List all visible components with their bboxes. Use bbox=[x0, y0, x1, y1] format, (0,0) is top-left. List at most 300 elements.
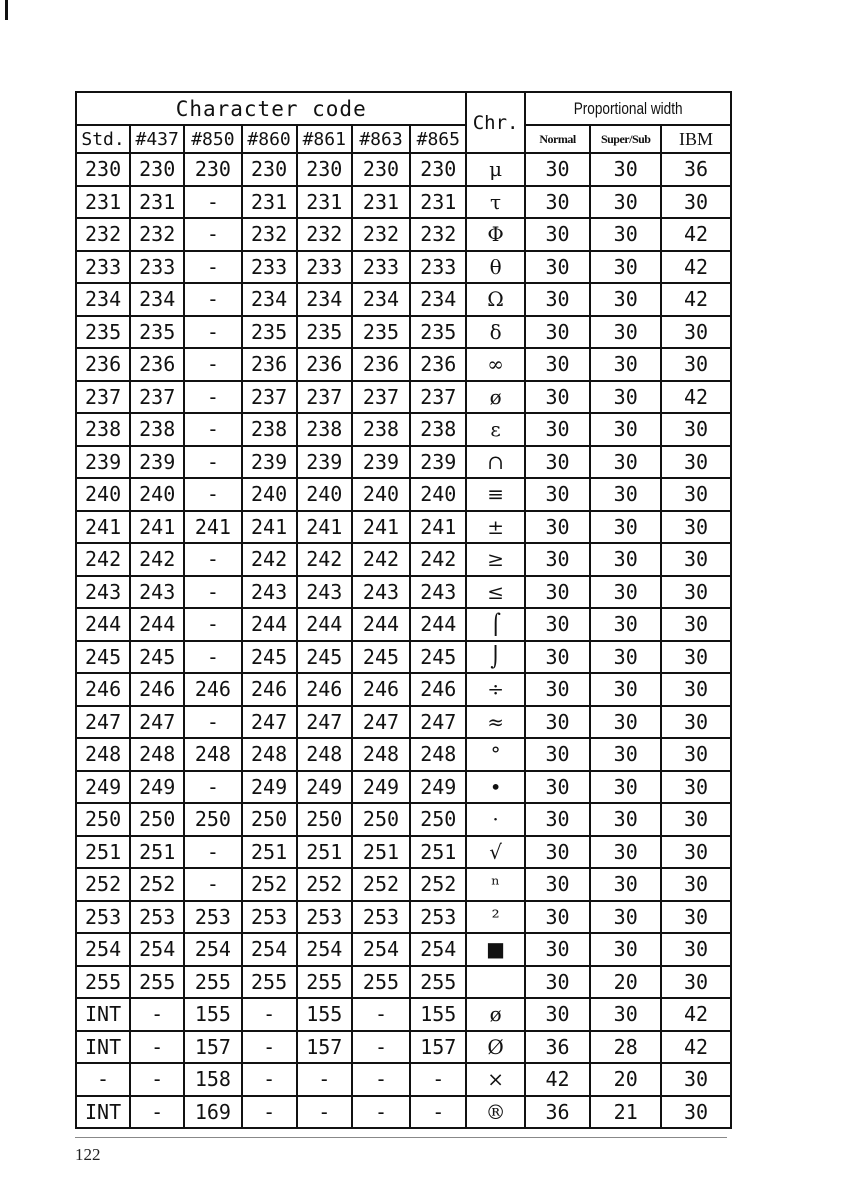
cell-cp863: 232 bbox=[352, 218, 410, 251]
cell-cp860: 240 bbox=[242, 478, 297, 511]
cell-ibm-width: 30 bbox=[661, 641, 731, 674]
cell-cp860: 239 bbox=[242, 446, 297, 479]
cell-std: INT bbox=[76, 998, 130, 1031]
cell-cp860: 255 bbox=[242, 966, 297, 999]
cell-cp861: 249 bbox=[297, 771, 352, 804]
cell-std: 242 bbox=[76, 543, 130, 576]
cell-cp863: 248 bbox=[352, 738, 410, 771]
cell-ibm-width: 30 bbox=[661, 186, 731, 219]
margin-mark bbox=[5, 0, 8, 20]
cell-cp861: 245 bbox=[297, 641, 352, 674]
col-header-437: #437 bbox=[130, 125, 184, 153]
table-row bbox=[76, 1096, 731, 1129]
cell-cp860: 242 bbox=[242, 543, 297, 576]
cell-cp437: 250 bbox=[130, 803, 184, 836]
cell-cp861: 242 bbox=[297, 543, 352, 576]
cell-cp863: 234 bbox=[352, 283, 410, 316]
cell-chr: ε bbox=[466, 413, 524, 446]
cell-cp863: 235 bbox=[352, 316, 410, 349]
cell-cp437: 251 bbox=[130, 836, 184, 869]
cell-normal-width: 30 bbox=[525, 608, 591, 641]
cell-cp865: 250 bbox=[410, 803, 466, 836]
col-header-std: Std. bbox=[76, 125, 130, 153]
table-row bbox=[76, 543, 731, 576]
cell-cp437: 235 bbox=[130, 316, 184, 349]
cell-cp860: 254 bbox=[242, 933, 297, 966]
cell-cp437: 234 bbox=[130, 283, 184, 316]
cell-super-sub-width: 30 bbox=[590, 933, 661, 966]
cell-chr: √ bbox=[466, 836, 524, 869]
cell-ibm-width: 30 bbox=[661, 478, 731, 511]
cell-normal-width: 30 bbox=[525, 446, 591, 479]
cell-cp865: 233 bbox=[410, 251, 466, 284]
cell-ibm-width: 30 bbox=[661, 738, 731, 771]
cell-chr: ■ bbox=[466, 933, 524, 966]
cell-cp863: 250 bbox=[352, 803, 410, 836]
cell-std: 247 bbox=[76, 706, 130, 739]
cell-std: INT bbox=[76, 1031, 130, 1064]
cell-std: - bbox=[76, 1063, 130, 1096]
cell-cp860: 247 bbox=[242, 706, 297, 739]
cell-cp860: 230 bbox=[242, 153, 297, 186]
cell-cp865: 157 bbox=[410, 1031, 466, 1064]
cell-cp437: - bbox=[130, 998, 184, 1031]
cell-ibm-width: 30 bbox=[661, 771, 731, 804]
cell-super-sub-width: 30 bbox=[590, 901, 661, 934]
cell-cp860: 248 bbox=[242, 738, 297, 771]
cell-std: 238 bbox=[76, 413, 130, 446]
cell-cp863: 245 bbox=[352, 641, 410, 674]
cell-ibm-width: 30 bbox=[661, 348, 731, 381]
table-row bbox=[76, 771, 731, 804]
cell-super-sub-width: 30 bbox=[590, 576, 661, 609]
table-row bbox=[76, 966, 731, 999]
cell-cp437: 244 bbox=[130, 608, 184, 641]
cell-super-sub-width: 30 bbox=[590, 348, 661, 381]
cell-cp865: 238 bbox=[410, 413, 466, 446]
cell-cp860: 238 bbox=[242, 413, 297, 446]
cell-cp437: 237 bbox=[130, 381, 184, 414]
cell-cp865: - bbox=[410, 1096, 466, 1129]
cell-std: 230 bbox=[76, 153, 130, 186]
cell-chr: μ bbox=[466, 153, 524, 186]
cell-cp865: 253 bbox=[410, 901, 466, 934]
cell-std: 251 bbox=[76, 836, 130, 869]
cell-normal-width: 30 bbox=[525, 251, 591, 284]
cell-super-sub-width: 20 bbox=[590, 1063, 661, 1096]
cell-cp850: 255 bbox=[184, 966, 241, 999]
cell-std: 239 bbox=[76, 446, 130, 479]
cell-std: 234 bbox=[76, 283, 130, 316]
cell-cp863: 246 bbox=[352, 673, 410, 706]
cell-cp860: 244 bbox=[242, 608, 297, 641]
cell-cp863: - bbox=[352, 1031, 410, 1064]
cell-cp860: 251 bbox=[242, 836, 297, 869]
cell-super-sub-width: 21 bbox=[590, 1096, 661, 1129]
table-row bbox=[76, 283, 731, 316]
cell-ibm-width: 30 bbox=[661, 673, 731, 706]
cell-cp865: 234 bbox=[410, 283, 466, 316]
cell-chr: · bbox=[466, 803, 524, 836]
cell-cp437: 248 bbox=[130, 738, 184, 771]
cell-std: 248 bbox=[76, 738, 130, 771]
cell-cp861: 232 bbox=[297, 218, 352, 251]
table-row bbox=[76, 933, 731, 966]
cell-cp437: 232 bbox=[130, 218, 184, 251]
cell-chr: ® bbox=[466, 1096, 524, 1129]
cell-cp437: 230 bbox=[130, 153, 184, 186]
cell-ibm-width: 30 bbox=[661, 608, 731, 641]
cell-cp850: 241 bbox=[184, 511, 241, 544]
proportional-width-header: Proportional width bbox=[545, 92, 710, 125]
cell-normal-width: 30 bbox=[525, 283, 591, 316]
cell-cp860: - bbox=[242, 1031, 297, 1064]
cell-normal-width: 30 bbox=[525, 348, 591, 381]
page-number: 122 bbox=[75, 1145, 101, 1164]
cell-cp865: 247 bbox=[410, 706, 466, 739]
cell-cp861: 157 bbox=[297, 1031, 352, 1064]
cell-cp850: - bbox=[184, 381, 241, 414]
cell-cp861: 233 bbox=[297, 251, 352, 284]
cell-ibm-width: 30 bbox=[661, 966, 731, 999]
cell-std: 254 bbox=[76, 933, 130, 966]
cell-ibm-width: 42 bbox=[661, 381, 731, 414]
cell-cp850: - bbox=[184, 478, 241, 511]
cell-chr: ∞ bbox=[466, 348, 524, 381]
cell-ibm-width: 30 bbox=[661, 511, 731, 544]
cell-std: 232 bbox=[76, 218, 130, 251]
cell-cp865: 244 bbox=[410, 608, 466, 641]
table-row bbox=[76, 446, 731, 479]
cell-cp850: 158 bbox=[184, 1063, 241, 1096]
table-row bbox=[76, 218, 731, 251]
cell-chr: ≥ bbox=[466, 543, 524, 576]
cell-cp437: 249 bbox=[130, 771, 184, 804]
cell-ibm-width: 30 bbox=[661, 706, 731, 739]
cell-cp863: 237 bbox=[352, 381, 410, 414]
col-header-863: #863 bbox=[352, 125, 410, 153]
cell-cp860: 235 bbox=[242, 316, 297, 349]
cell-cp865: 251 bbox=[410, 836, 466, 869]
cell-ibm-width: 42 bbox=[661, 998, 731, 1031]
cell-cp865: 243 bbox=[410, 576, 466, 609]
cell-chr: Ω bbox=[466, 283, 524, 316]
cell-normal-width: 30 bbox=[525, 413, 591, 446]
table-row bbox=[76, 738, 731, 771]
cell-super-sub-width: 30 bbox=[590, 381, 661, 414]
cell-super-sub-width: 30 bbox=[590, 251, 661, 284]
cell-cp850: - bbox=[184, 706, 241, 739]
cell-super-sub-width: 20 bbox=[590, 966, 661, 999]
cell-super-sub-width: 30 bbox=[590, 706, 661, 739]
cell-cp863: 251 bbox=[352, 836, 410, 869]
cell-ibm-width: 30 bbox=[661, 316, 731, 349]
cell-normal-width: 30 bbox=[525, 933, 591, 966]
cell-cp850: 253 bbox=[184, 901, 241, 934]
cell-cp863: 240 bbox=[352, 478, 410, 511]
cell-super-sub-width: 30 bbox=[590, 446, 661, 479]
cell-std: 231 bbox=[76, 186, 130, 219]
cell-normal-width: 30 bbox=[525, 576, 591, 609]
cell-cp861: 248 bbox=[297, 738, 352, 771]
cell-cp863: 254 bbox=[352, 933, 410, 966]
cell-cp860: 249 bbox=[242, 771, 297, 804]
cell-cp865: 231 bbox=[410, 186, 466, 219]
cell-cp865: 254 bbox=[410, 933, 466, 966]
cell-ibm-width: 42 bbox=[661, 218, 731, 251]
cell-ibm-width: 42 bbox=[661, 1031, 731, 1064]
cell-cp850: - bbox=[184, 576, 241, 609]
cell-chr: δ bbox=[466, 316, 524, 349]
cell-cp437: 254 bbox=[130, 933, 184, 966]
table-row bbox=[76, 803, 731, 836]
cell-chr: • bbox=[466, 771, 524, 804]
cell-cp861: 247 bbox=[297, 706, 352, 739]
cell-cp861: 253 bbox=[297, 901, 352, 934]
col-header-super-sub: Super/Sub bbox=[590, 125, 661, 153]
cell-cp863: 247 bbox=[352, 706, 410, 739]
cell-normal-width: 30 bbox=[525, 186, 591, 219]
cell-super-sub-width: 30 bbox=[590, 673, 661, 706]
table-row bbox=[76, 1063, 731, 1096]
cell-cp850: - bbox=[184, 218, 241, 251]
cell-cp861: 241 bbox=[297, 511, 352, 544]
cell-cp437: 240 bbox=[130, 478, 184, 511]
cell-chr: θ bbox=[466, 251, 524, 284]
cell-super-sub-width: 30 bbox=[590, 511, 661, 544]
col-header-865: #865 bbox=[410, 125, 466, 153]
cell-cp437: 233 bbox=[130, 251, 184, 284]
cell-cp863: 253 bbox=[352, 901, 410, 934]
cell-cp437: 236 bbox=[130, 348, 184, 381]
cell-cp437: 255 bbox=[130, 966, 184, 999]
cell-cp860: 233 bbox=[242, 251, 297, 284]
cell-super-sub-width: 30 bbox=[590, 153, 661, 186]
cell-cp437: 252 bbox=[130, 868, 184, 901]
cell-chr: ² bbox=[466, 901, 524, 934]
table-row bbox=[76, 868, 731, 901]
cell-cp865: 232 bbox=[410, 218, 466, 251]
table-row bbox=[76, 836, 731, 869]
cell-cp865: 241 bbox=[410, 511, 466, 544]
cell-cp437: - bbox=[130, 1063, 184, 1096]
cell-normal-width: 30 bbox=[525, 673, 591, 706]
cell-cp850: 250 bbox=[184, 803, 241, 836]
cell-cp860: - bbox=[242, 998, 297, 1031]
cell-cp850: - bbox=[184, 316, 241, 349]
cell-chr: Ø bbox=[466, 1031, 524, 1064]
cell-cp863: 255 bbox=[352, 966, 410, 999]
character-code-table bbox=[75, 91, 732, 1129]
cell-cp863: - bbox=[352, 998, 410, 1031]
cell-cp865: 237 bbox=[410, 381, 466, 414]
col-header-ibm: IBM bbox=[661, 125, 731, 153]
cell-chr: ⁿ bbox=[466, 868, 524, 901]
cell-cp850: 230 bbox=[184, 153, 241, 186]
cell-super-sub-width: 30 bbox=[590, 771, 661, 804]
cell-cp861: 240 bbox=[297, 478, 352, 511]
col-header-861: #861 bbox=[297, 125, 352, 153]
cell-std: 233 bbox=[76, 251, 130, 284]
cell-super-sub-width: 30 bbox=[590, 641, 661, 674]
table-row bbox=[76, 608, 731, 641]
cell-cp860: 237 bbox=[242, 381, 297, 414]
cell-cp865: 240 bbox=[410, 478, 466, 511]
cell-cp850: - bbox=[184, 868, 241, 901]
cell-normal-width: 30 bbox=[525, 998, 591, 1031]
cell-cp850: - bbox=[184, 413, 241, 446]
cell-cp865: 155 bbox=[410, 998, 466, 1031]
cell-cp850: 248 bbox=[184, 738, 241, 771]
cell-normal-width: 30 bbox=[525, 738, 591, 771]
cell-std: 252 bbox=[76, 868, 130, 901]
cell-cp863: 231 bbox=[352, 186, 410, 219]
cell-cp861: 230 bbox=[297, 153, 352, 186]
cell-cp865: 236 bbox=[410, 348, 466, 381]
cell-ibm-width: 30 bbox=[661, 933, 731, 966]
cell-normal-width: 36 bbox=[525, 1096, 591, 1129]
cell-cp861: 243 bbox=[297, 576, 352, 609]
cell-cp850: - bbox=[184, 446, 241, 479]
table-row bbox=[76, 381, 731, 414]
cell-cp860: 250 bbox=[242, 803, 297, 836]
cell-ibm-width: 30 bbox=[661, 901, 731, 934]
cell-cp437: 246 bbox=[130, 673, 184, 706]
cell-cp861: 246 bbox=[297, 673, 352, 706]
cell-ibm-width: 30 bbox=[661, 836, 731, 869]
cell-cp850: - bbox=[184, 836, 241, 869]
cell-ibm-width: 30 bbox=[661, 868, 731, 901]
cell-cp860: 253 bbox=[242, 901, 297, 934]
cell-cp861: 254 bbox=[297, 933, 352, 966]
cell-normal-width: 30 bbox=[525, 511, 591, 544]
cell-cp865: 246 bbox=[410, 673, 466, 706]
cell-cp865: - bbox=[410, 1063, 466, 1096]
cell-cp861: 239 bbox=[297, 446, 352, 479]
cell-cp860: 252 bbox=[242, 868, 297, 901]
table-row bbox=[76, 153, 731, 186]
cell-cp437: 242 bbox=[130, 543, 184, 576]
cell-std: 240 bbox=[76, 478, 130, 511]
table-row bbox=[76, 706, 731, 739]
cell-super-sub-width: 30 bbox=[590, 413, 661, 446]
cell-cp865: 242 bbox=[410, 543, 466, 576]
cell-cp437: - bbox=[130, 1096, 184, 1129]
cell-chr: ø bbox=[466, 998, 524, 1031]
cell-cp860: - bbox=[242, 1063, 297, 1096]
cell-cp865: 235 bbox=[410, 316, 466, 349]
cell-std: 235 bbox=[76, 316, 130, 349]
cell-ibm-width: 30 bbox=[661, 446, 731, 479]
cell-cp437: 253 bbox=[130, 901, 184, 934]
cell-super-sub-width: 30 bbox=[590, 836, 661, 869]
cell-cp861: - bbox=[297, 1096, 352, 1129]
cell-ibm-width: 30 bbox=[661, 803, 731, 836]
cell-cp850: 246 bbox=[184, 673, 241, 706]
cell-super-sub-width: 30 bbox=[590, 218, 661, 251]
cell-cp863: 238 bbox=[352, 413, 410, 446]
cell-normal-width: 30 bbox=[525, 218, 591, 251]
cell-chr: τ bbox=[466, 186, 524, 219]
table-row bbox=[76, 641, 731, 674]
cell-cp863: - bbox=[352, 1096, 410, 1129]
cell-normal-width: 42 bbox=[525, 1063, 591, 1096]
cell-cp863: 241 bbox=[352, 511, 410, 544]
cell-normal-width: 36 bbox=[525, 1031, 591, 1064]
cell-normal-width: 30 bbox=[525, 153, 591, 186]
cell-ibm-width: 30 bbox=[661, 543, 731, 576]
table-row bbox=[76, 348, 731, 381]
cell-cp863: 233 bbox=[352, 251, 410, 284]
cell-cp865: 249 bbox=[410, 771, 466, 804]
cell-normal-width: 30 bbox=[525, 478, 591, 511]
table-row bbox=[76, 576, 731, 609]
cell-chr: ° bbox=[466, 738, 524, 771]
cell-cp860: 231 bbox=[242, 186, 297, 219]
cell-normal-width: 30 bbox=[525, 641, 591, 674]
cell-super-sub-width: 28 bbox=[590, 1031, 661, 1064]
cell-cp865: 230 bbox=[410, 153, 466, 186]
cell-super-sub-width: 30 bbox=[590, 998, 661, 1031]
cell-cp850: - bbox=[184, 641, 241, 674]
cell-std: 244 bbox=[76, 608, 130, 641]
cell-cp861: 237 bbox=[297, 381, 352, 414]
cell-super-sub-width: 30 bbox=[590, 738, 661, 771]
cell-cp865: 252 bbox=[410, 868, 466, 901]
cell-normal-width: 30 bbox=[525, 706, 591, 739]
cell-cp850: 157 bbox=[184, 1031, 241, 1064]
cell-ibm-width: 30 bbox=[661, 576, 731, 609]
cell-ibm-width: 30 bbox=[661, 1096, 731, 1129]
cell-cp863: 252 bbox=[352, 868, 410, 901]
cell-std: 246 bbox=[76, 673, 130, 706]
cell-chr bbox=[466, 966, 524, 999]
cell-cp850: - bbox=[184, 283, 241, 316]
cell-cp437: 247 bbox=[130, 706, 184, 739]
col-header-850: #850 bbox=[184, 125, 241, 153]
cell-normal-width: 30 bbox=[525, 966, 591, 999]
table-row bbox=[76, 186, 731, 219]
cell-chr: ≤ bbox=[466, 576, 524, 609]
cell-cp437: 241 bbox=[130, 511, 184, 544]
cell-normal-width: 30 bbox=[525, 868, 591, 901]
col-header-normal: Normal bbox=[525, 125, 591, 153]
cell-cp860: 241 bbox=[242, 511, 297, 544]
cell-super-sub-width: 30 bbox=[590, 316, 661, 349]
cell-std: 253 bbox=[76, 901, 130, 934]
cell-cp860: 246 bbox=[242, 673, 297, 706]
cell-super-sub-width: 30 bbox=[590, 478, 661, 511]
cell-cp863: 243 bbox=[352, 576, 410, 609]
cell-cp860: - bbox=[242, 1096, 297, 1129]
cell-cp860: 236 bbox=[242, 348, 297, 381]
cell-cp861: 235 bbox=[297, 316, 352, 349]
cell-cp863: 236 bbox=[352, 348, 410, 381]
col-header-860: #860 bbox=[242, 125, 297, 153]
table-body bbox=[76, 153, 731, 1128]
chr-header: Chr. bbox=[466, 92, 524, 153]
cell-cp863: 230 bbox=[352, 153, 410, 186]
cell-cp437: 243 bbox=[130, 576, 184, 609]
cell-chr: ø bbox=[466, 381, 524, 414]
table-row bbox=[76, 251, 731, 284]
footer-rule bbox=[75, 1137, 727, 1138]
cell-ibm-width: 30 bbox=[661, 1063, 731, 1096]
cell-cp865: 255 bbox=[410, 966, 466, 999]
cell-cp437: 238 bbox=[130, 413, 184, 446]
cell-cp860: 243 bbox=[242, 576, 297, 609]
cell-std: 250 bbox=[76, 803, 130, 836]
